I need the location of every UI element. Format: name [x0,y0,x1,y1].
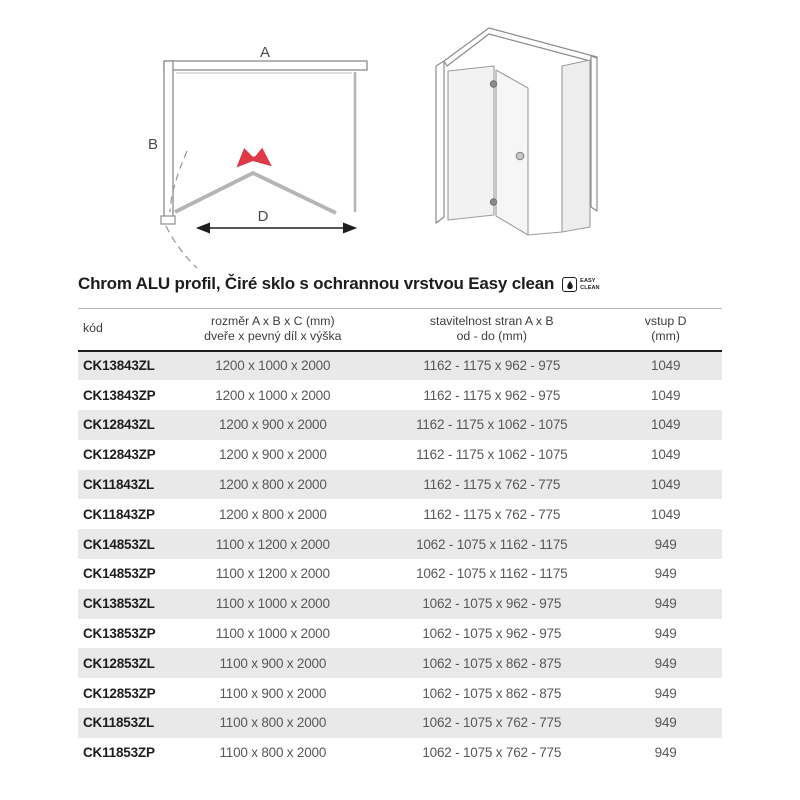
spec-table [78,308,722,768]
column-header-rozmer [171,309,374,351]
door-knob-icon [516,152,524,160]
dimensions-cell: 1200 x 800 x 2000 [218,506,327,522]
dimensions-cell: 1100 x 1000 x 2000 [215,626,330,642]
easy-clean-badge-text [580,278,599,290]
product-code-cell: CK14853ZP [83,566,156,582]
entry-width-cell: 1049 [651,447,681,463]
entry-width-cell: 949 [654,685,677,701]
spec-table-body [78,351,722,768]
plan-view-diagram [148,44,367,268]
entry-width-cell: 949 [654,596,677,612]
entry-width-cell: 949 [654,566,677,582]
adjustability-cell: 1162 - 1175 x 1062 - 1075 [416,417,568,433]
entry-width-cell: 949 [654,626,677,642]
entry-width-cell: 949 [654,745,677,761]
door-swing-dashed-line-2 [166,226,197,268]
fold-motion-arrow-icon [239,158,269,165]
dimensions-cell: 1100 x 1200 x 2000 [215,566,330,582]
dimensions-cell: 1100 x 1000 x 2000 [215,596,330,612]
adjustability-cell: 1062 - 1075 x 962 - 975 [422,626,562,642]
product-code-cell: CK12853ZP [83,685,156,701]
folding-door-lines [175,173,336,213]
adjustability-cell: 1162 - 1175 x 962 - 975 [423,358,561,374]
table-row [78,708,722,738]
adjustability-cell: 1162 - 1175 x 1062 - 1075 [416,447,568,463]
spec-content [78,274,722,768]
spec-table-header-row [78,309,722,351]
table-row [78,499,722,529]
product-code-cell: CK13853ZL [83,596,155,612]
door-panel-2 [496,70,528,235]
adjustability-cell: 1162 - 1175 x 762 - 775 [423,506,561,522]
entry-width-cell: 949 [654,536,677,552]
table-row [78,440,722,470]
adjustability-cell: 1162 - 1175 x 962 - 975 [423,387,561,403]
product-code-cell: CK13843ZP [83,387,156,403]
product-code-cell: CK12843ZP [83,447,156,463]
header-line: stavitelnost stran A x B [429,314,554,328]
entry-width-cell: 949 [654,715,677,731]
wall-a-profile [164,61,367,70]
badge-line-2: CLEAN [580,284,600,291]
dimensions-cell: 1200 x 900 x 2000 [218,417,327,433]
product-code-cell: CK13843ZL [83,358,155,374]
dimensions-cell: 1100 x 900 x 2000 [219,655,327,671]
title-row [78,274,722,294]
product-code-cell: CK12853ZL [83,655,155,671]
door-panel-1 [448,66,494,220]
dimension-label-b: B [147,136,159,153]
table-row [78,738,722,768]
table-row [78,351,722,381]
header-line: od - do (mm) [456,328,527,343]
adjustability-cell: 1062 - 1075 x 762 - 775 [422,745,562,761]
header-line: rozměr A x B x C (mm) [210,314,335,328]
left-wall-post [436,61,444,223]
floor-edge-line [528,232,562,235]
product-code-cell: CK11853ZL [83,715,154,731]
product-code-cell: CK12843ZL [83,417,155,433]
profile-foot [161,216,175,224]
water-drop-icon [562,277,577,292]
table-row [78,678,722,708]
adjustability-cell: 1062 - 1075 x 862 - 875 [422,655,562,671]
product-code-cell: CK11843ZL [83,477,154,493]
product-code-cell: CK13853ZP [83,626,156,642]
fixed-glass-panel [562,60,590,232]
entry-width-cell: 1049 [651,417,681,433]
table-row [78,559,722,589]
product-code-cell: CK14853ZL [83,536,155,552]
header-line: (mm) [651,328,680,343]
badge-line-1: EASY [580,278,596,285]
dimension-label-a: A [259,44,271,61]
entry-width-cell: 1049 [651,387,681,403]
right-wall-post [591,56,597,211]
entry-width-cell: 949 [654,655,677,671]
header-line: dveře x pevný díl x výška [204,328,342,343]
entry-width-cell: 1049 [651,506,681,522]
column-header-stavitelnost [374,309,609,351]
entry-width-cell: 1049 [651,358,681,374]
dimensions-cell: 1200 x 800 x 2000 [218,477,327,493]
adjustability-cell: 1062 - 1075 x 1162 - 1175 [416,536,568,552]
table-row [78,470,722,500]
table-row [78,589,722,619]
dimensions-cell: 1100 x 1200 x 2000 [215,536,330,552]
adjustability-cell: 1062 - 1075 x 862 - 875 [422,685,562,701]
top-rail [444,28,597,66]
adjustability-cell: 1062 - 1075 x 762 - 775 [422,715,562,731]
page-title: Chrom ALU profil, Čiré sklo s ochrannou vrstvou Easy clean [78,274,555,293]
adjustability-cell: 1062 - 1075 x 962 - 975 [422,596,562,612]
adjustability-cell: 1062 - 1075 x 1162 - 1175 [416,566,568,582]
perspective-view-diagram [436,28,597,235]
easy-clean-badge [562,277,599,292]
dimension-label-d: D [257,208,269,225]
column-header-kod [78,309,171,351]
wall-b-profile [164,61,173,218]
technical-drawings [0,0,800,272]
column-header-vstup [609,309,722,351]
adjustability-cell: 1162 - 1175 x 762 - 775 [423,477,561,493]
dimensions-cell: 1100 x 900 x 2000 [219,685,327,701]
hinge-icon-top [490,81,497,88]
dimensions-cell: 1200 x 900 x 2000 [218,447,327,463]
product-code-cell: CK11853ZP [83,745,155,761]
table-row [78,619,722,649]
header-line: vstup D [644,314,687,328]
dimensions-cell: 1200 x 1000 x 2000 [215,387,331,403]
table-row [78,648,722,678]
hinge-icon-bottom [490,199,497,206]
dimensions-cell: 1200 x 1000 x 2000 [215,358,331,374]
header-line: kód [83,321,103,336]
table-row [78,380,722,410]
product-code-cell: CK11843ZP [83,506,155,522]
table-row [78,410,722,440]
dimensions-cell: 1100 x 800 x 2000 [219,715,327,731]
dimensions-cell: 1100 x 800 x 2000 [219,745,327,761]
table-row [78,529,722,559]
entry-width-cell: 1049 [651,477,681,493]
